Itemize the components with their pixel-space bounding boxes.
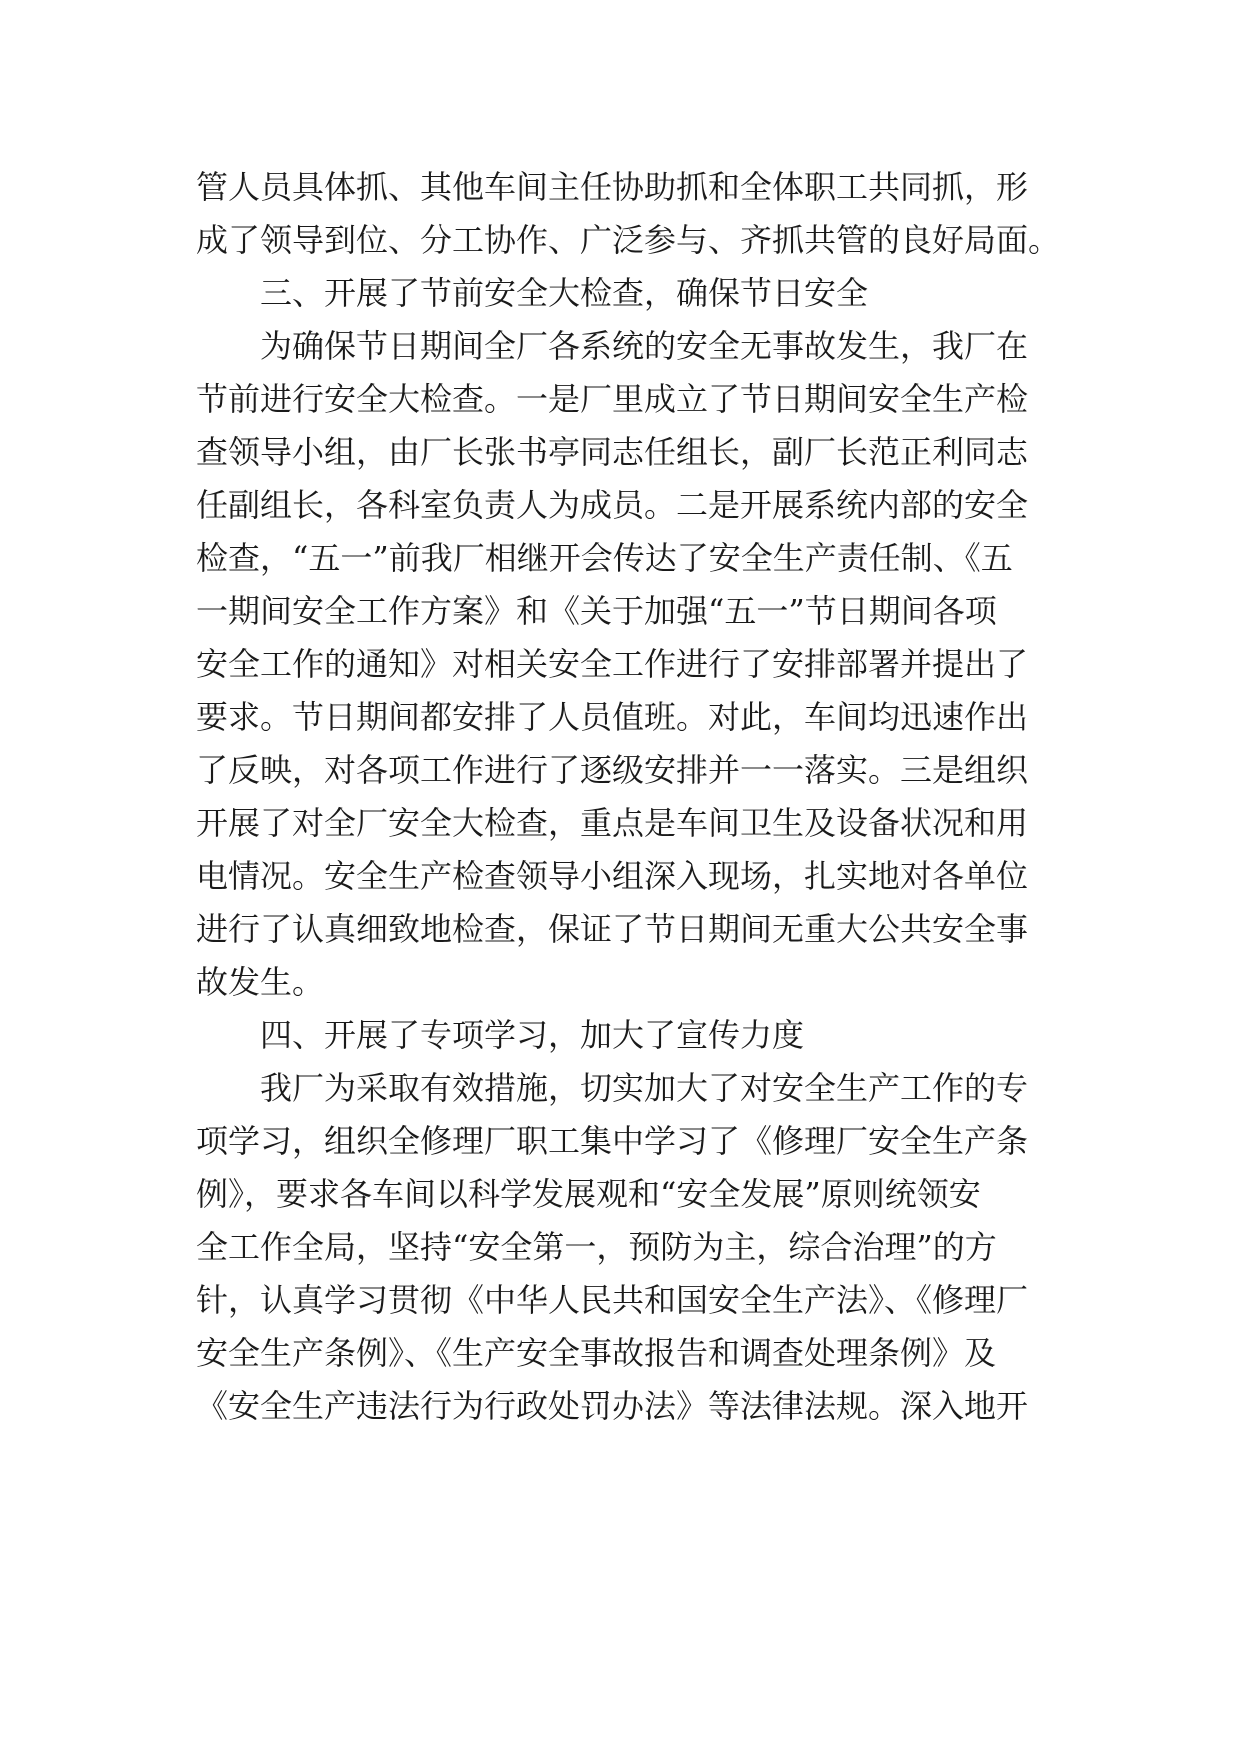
paragraph-line: 全工作全局，坚持“安全第一，预防为主，综合治理”的方: [196, 1228, 997, 1266]
paragraph-line: 查领导小组，由厂长张书亭同志任组长，副厂长范正利同志: [196, 433, 1029, 471]
paragraph-line: 项学习，组织全修理厂职工集中学习了《修理厂安全生产条: [196, 1122, 1029, 1160]
paragraph-line: 开展了对全厂安全大检查，重点是车间卫生及设备状况和用: [196, 804, 1029, 842]
paragraph-line: 针，认真学习贯彻《中华人民共和国安全生产法》、《修理厂: [196, 1281, 1029, 1319]
paragraph-line: 管人员具体抓、其他车间主任协助抓和全体职工共同抓，形: [196, 168, 1029, 206]
paragraph-line: 一期间安全工作方案》和《关于加强“五一”节日期间各项: [196, 592, 997, 630]
section-heading: 四、开展了专项学习，加大了宣传力度: [260, 1016, 805, 1054]
paragraph-line: 节前进行安全大检查。一是厂里成立了节日期间安全生产检: [196, 380, 1029, 418]
paragraph-line: 进行了认真细致地检查，保证了节日期间无重大公共安全事: [196, 910, 1029, 948]
paragraph-line: 成了领导到位、分工协作、广泛参与、齐抓共管的良好局面。: [196, 221, 1061, 259]
paragraph-line: 例》，要求各车间以科学发展观和“安全发展”原则统领安: [196, 1175, 981, 1213]
section-heading: 三、开展了节前安全大检查，确保节日安全: [260, 274, 869, 312]
paragraph-line: 《安全生产违法行为行政处罚办法》等法律法规。深入地开: [196, 1387, 1029, 1425]
paragraph-line: 了反映，对各项工作进行了逐级安排并一一落实。三是组织: [196, 751, 1029, 789]
paragraph-line: 安全工作的通知》对相关安全工作进行了安排部署并提出了: [196, 645, 1029, 683]
paragraph-line: 安全生产条例》、《生产安全事故报告和调查处理条例》及: [196, 1334, 997, 1372]
paragraph-line: 为确保节日期间全厂各系统的安全无事故发生，我厂在: [260, 327, 1029, 365]
paragraph-line: 故发生。: [196, 963, 325, 1001]
paragraph-line: 我厂为采取有效措施，切实加大了对安全生产工作的专: [260, 1069, 1029, 1107]
paragraph-line: 电情况。安全生产检查领导小组深入现场，扎实地对各单位: [196, 857, 1029, 895]
paragraph-line: 要求。节日期间都安排了人员值班。对此，车间均迅速作出: [196, 698, 1029, 736]
paragraph-line: 任副组长，各科室负责人为成员。二是开展系统内部的安全: [196, 486, 1029, 524]
paragraph-line: 检查，“五一”前我厂相继开会传达了安全生产责任制、《五: [196, 539, 1013, 577]
